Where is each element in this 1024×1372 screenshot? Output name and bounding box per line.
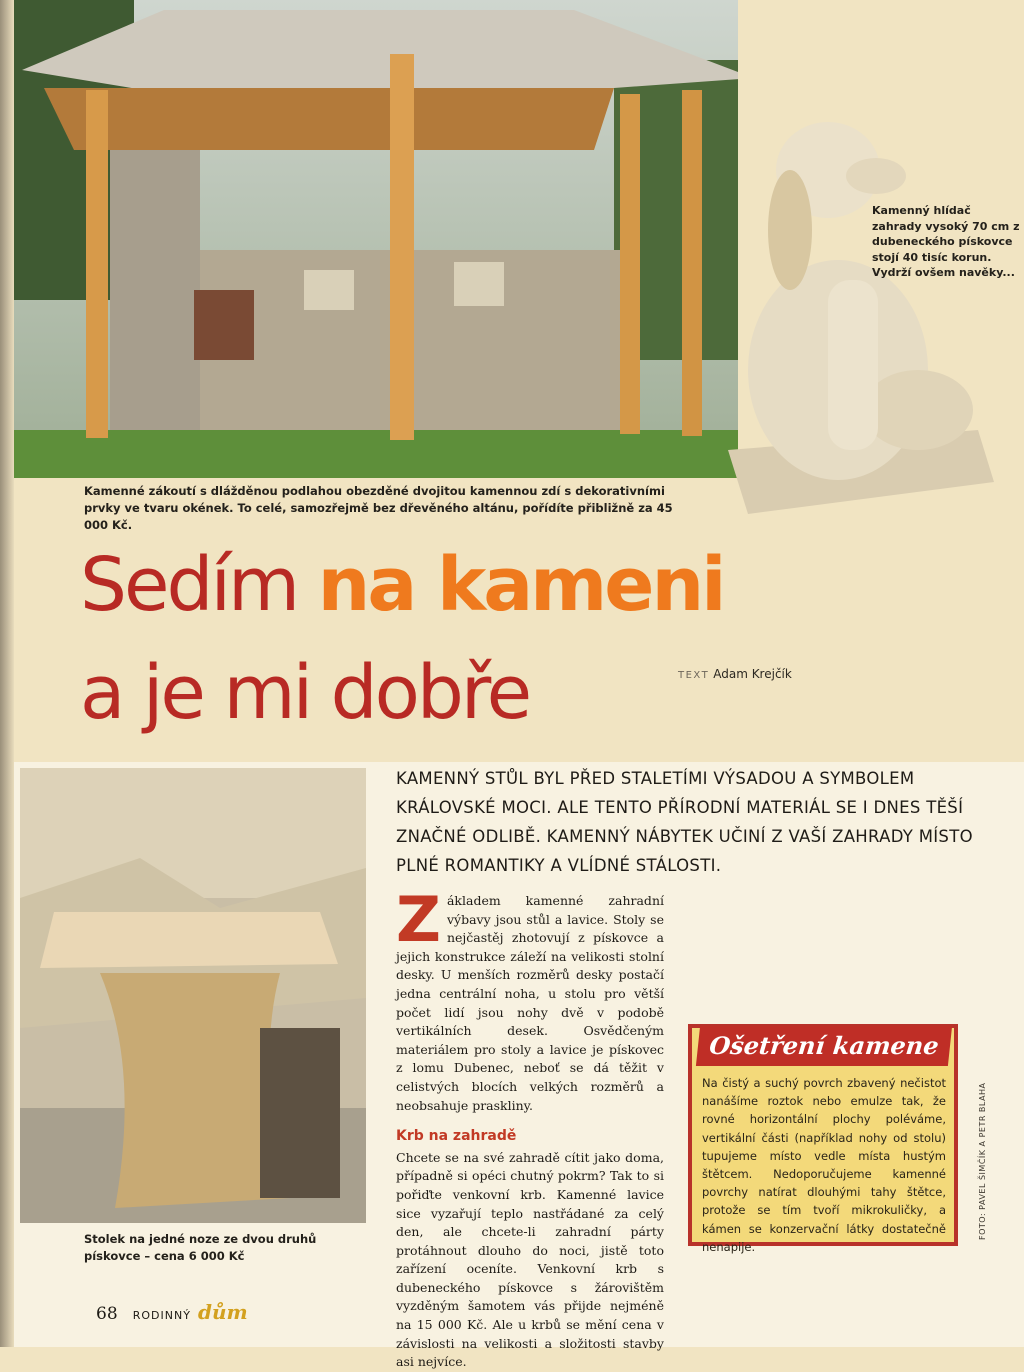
headline-part2: na kameni bbox=[317, 542, 724, 628]
photo-credit: FOTO: PAVEL ŠIMČÍK A PETR BLAHA bbox=[978, 1082, 987, 1240]
lead-paragraph: KAMENNÝ STŮL BYL PŘED STALETÍMI VÝSADOU A SYMBOLEM KRÁLOVSKÉ MOCI. ALE TENTO PŘÍRODNÍ MATERIÁL SE I DNES TĚŠÍ ZNAČNÉ ODLIBĚ. KAMENNÝ NÁBYTEK UČINÍ Z VAŠÍ ZAHRADY MÍSTO PLNÉ ROMANTIKY A VLÍDNÉ STÁLOSTI. bbox=[396, 769, 973, 875]
article-paragraph-1: ákladem kamenné zahradní výbavy jsou stůl a lavice. Stoly se nejčastěj zhotovují z pískovce a jejich konstrukce záleží na velikosti stolní desky. U menších rozměrů desky postačí jedna centrální noha, u stolu pro větší počet lidí jsou nohy dvě v podobě vertikálních desek. Osvědčeným materiálem pro stoly a lavice je pískovec z lomu Dubenec, neboť se dá těžit v celistvých blocích velkých rozměrů a neobsahuje praskliny. bbox=[396, 893, 664, 1113]
sidebar-box bbox=[688, 1024, 958, 1254]
box-text: Na čistý a suchý povrch zbavený nečistot nanášíme roztok nebo emulze tak, že rovné horizontální plochy poléváme, vertikální části (například nohy od stolu) tupujeme místo vedle místa hustým štětcem. Nedoporučujeme kamenné povrchy natírat dlouhými tahy štětce, protože se tím tvoří mikrokuličky, a kámen se konzervační látky dostatečně nenapije. bbox=[702, 1076, 946, 1254]
byline bbox=[678, 667, 792, 681]
caption-dog-statue: Kamenný hlídač zahrady vysoký 70 cm z dubeneckého pískovce stojí 40 tisíc korun. Vydrží ovšem navěky... bbox=[872, 204, 1020, 279]
article-column-1 bbox=[396, 883, 664, 1372]
caption-gazebo: Kamenné zákoutí s dlážděnou podlahou obezděné dvojitou kamennou zdí s dekorativními prvky ve tvaru okének. To celé, samozřejmě bez dřevěného altánu, pořídíte přibližně za 45 000 Kč. bbox=[84, 484, 673, 532]
drop-cap: Z bbox=[396, 883, 441, 956]
magazine-logo: dům bbox=[198, 1300, 248, 1324]
box-title: Ošetření kamene bbox=[696, 1026, 952, 1066]
photo-dog-statue bbox=[718, 110, 1000, 520]
headline-part1: Sedím bbox=[80, 542, 318, 628]
page-spine bbox=[0, 0, 14, 1347]
byline-author: Adam Krejčík bbox=[713, 667, 792, 681]
photo-gazebo bbox=[14, 0, 738, 478]
caption-stone-table: Stolek na jedné noze ze dvou druhů pískovce – cena 6 000 Kč bbox=[84, 1232, 317, 1263]
photo-stone-table bbox=[20, 768, 366, 1223]
magazine-name: RODINNÝ bbox=[132, 1309, 191, 1322]
subhead-fireplace: Krb na zahradě bbox=[396, 1128, 517, 1145]
byline-label: TEXT bbox=[678, 670, 710, 681]
headline-line1 bbox=[80, 540, 724, 630]
headline-line2: a je mi dobře bbox=[80, 650, 530, 736]
page-footer bbox=[96, 1300, 248, 1324]
page-number: 68 bbox=[96, 1304, 118, 1324]
article-paragraph-2: Chcete se na své zahradě cítit jako doma, případně si opéci chutný pokrm? Tak to si pořiďte venkovní krb. Kamenné lavice sice vyzařují teplo nastřádané za celý den, ale chcete-li zahradní párty protáhnout dlouho do noci, jistě toto zařízení oceníte. Venkovní krb s dubeneckého pískovce s žárovištěm vyzděným šamotem vás přijde nejméně na 15 000 Kč. Ale u krbů se mění cena v závislosti na velikosti a složitosti stavby asi nejvíce. bbox=[396, 1149, 664, 1370]
